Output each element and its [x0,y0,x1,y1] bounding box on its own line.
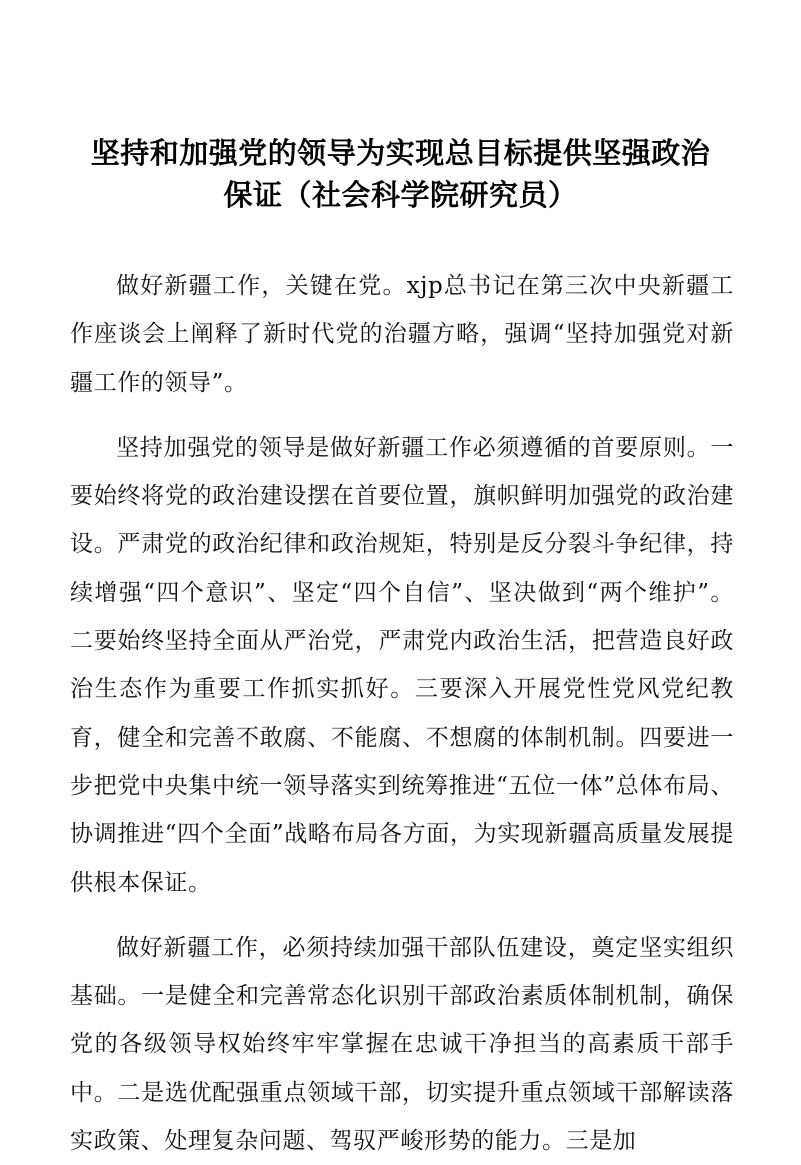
paragraph-1: 做好新疆工作，关键在党。xjp总书记在第三次中央新疆工作座谈会上阐释了新时代党的治疆方略，强调“坚持加强党对新疆工作的领导”。 [70,273,734,396]
paragraph-2: 坚持加强党的领导是做好新疆工作必须遵循的首要原则。一要始终将党的政治建设摆在首要位置，旗帜鲜明加强党的政治建设。严肃党的政治纪律和政治规矩，特别是反分裂斗争纪律，持续增强“四个意识”、坚定“四个自信”、坚决做到“两个维护”。二要始终坚持全面从严治党，严肃党内政治生活，把营造良好政治生态作为重要工作抓实抓好。三要深入开展党性党风党纪教育，健全和完善不敢腐、不能腐、不想腐的体制机制。四要进一步把党中央集中统一领导落实到统筹推进“五位一体”总体布局、协调推进“四个全面”战略布局各方面，为实现新疆高质量发展提供根本保证。 [70,434,734,896]
title-line-2: 保证（社会科学院研究员） [223,178,578,212]
paragraph-3: 做好新疆工作，必须持续加强干部队伍建设，奠定坚实组织基础。一是健全和完善常态化识别干部政治素质体制机制，确保党的各级领导权始终牢牢掌握在忠诚干净担当的高素质干部手中。二是选优配强重点领域干部，切实提升重点领域干部解读落实政策、处理复杂问题、驾驭严峻形势的能力。三是加 [70,934,734,1155]
title-line-1: 坚持和加强党的领导为实现总目标提供坚强政治 [90,136,711,170]
document-title [60,132,741,216]
document-body [70,262,734,1165]
